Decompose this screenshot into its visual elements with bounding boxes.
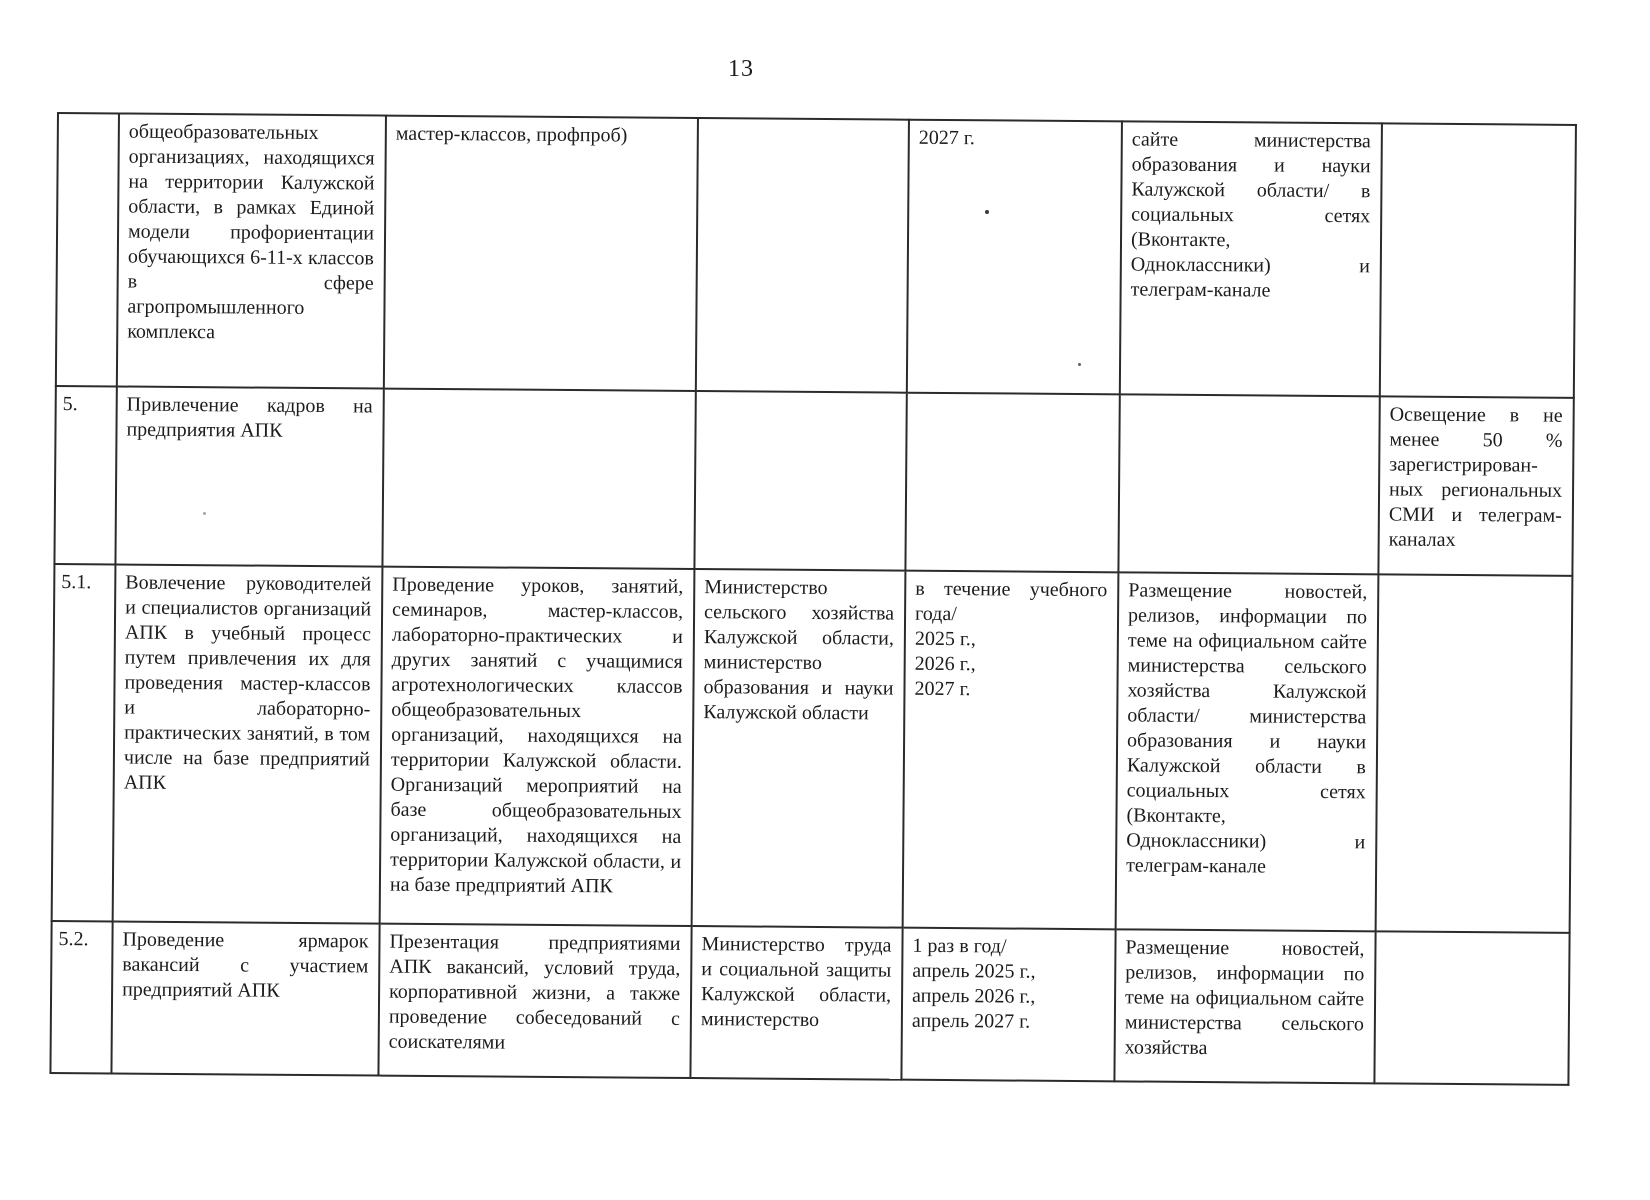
table-row [54, 386, 1573, 576]
scan-speck [203, 512, 206, 515]
cell-indicator: Освещение в не менее 50 % зарегистрирован-ных региональных СМИ и телеграм-каналах [1378, 396, 1573, 576]
cell-timing: в течение учебного года/ 2025 г., 2026 г., 2027 г. [903, 571, 1119, 930]
cell-content [382, 389, 695, 569]
page-number: 13 [728, 56, 754, 82]
cell-executors [696, 118, 909, 393]
cell-timing: 2027 г. [907, 120, 1122, 395]
cell-content: мастер-классов, профпроб) [384, 116, 698, 391]
cell-timing [905, 393, 1119, 573]
cell-publication: Размещение новостей, релизов, информации по теме на официальном сайте министерства сельского хозяйства [1114, 929, 1375, 1083]
scan-speck [985, 210, 989, 214]
cell-timing: 1 раз в год/ апрель 2025 г., апрель 2026 г., апрель 2027 г. [901, 928, 1115, 1082]
cell-executors: Министерство труда и социальной защиты Калужской области, министерство [690, 926, 902, 1080]
cell-indicator [1380, 123, 1576, 398]
cell-publication: сайте министерства образования и науки Калужской области/ в социальных сетях (Вконтакте, Одноклассники) и телеграм-канале [1120, 121, 1382, 396]
cell-activity: общеобразовательных организациях, находящихся на территории Калужской области, в рамках Единой модели профориентации обучающихся 6-11-х классов в сфере агропромышленного комплекса [117, 113, 386, 388]
cell-number: 5.1. [52, 564, 116, 921]
scan-speck [1078, 363, 1081, 366]
cell-content: Проведение уроков, занятий, семинаров, мастер-классов, лабораторно-практических и других занятий с учащимися агротехнологических классов общеобразовательных организаций, находящихся на территории Калужской области. Организаций мероприятий на базе общеобразовательных организаций, находящихся на территории Калужской области, и на базе предприятий АПК [380, 567, 695, 926]
cell-publication [1118, 394, 1379, 574]
table-row [50, 921, 1569, 1085]
cell-activity: Проведение ярмарок вакансий с участием предприятий АПК [111, 921, 379, 1075]
cell-activity: Привлечение кадров на предприятия АПК [115, 386, 383, 566]
cell-content: Презентация предприятиями АПК вакансий, условий труда, корпоративной жизни, а также проведение собеседований с соискателями [378, 924, 691, 1078]
table-row [52, 564, 1573, 933]
cell-executors: Министерство сельского хозяйства Калужской области, министерство образования и науки Калужской области [692, 569, 906, 928]
activities-table [49, 112, 1577, 1086]
cell-indicator [1374, 931, 1569, 1085]
cell-number: 5. [54, 386, 116, 564]
table-row [56, 113, 1576, 398]
cell-number [56, 113, 119, 386]
cell-activity: Вовлечение руководителей и специалистов организаций АПК в учебный процесс путем привлечения их для проведения мастер-классов и лабораторно-практических занятий, в том числе на базе предприятий АПК [113, 564, 383, 923]
cell-executors [694, 391, 906, 571]
cell-indicator [1376, 574, 1573, 933]
cell-publication: Размещение новостей, релизов, информации по теме на официальном сайте министерства сельского хозяйства Калужской области/ министерства образования и науки Калужской области в социальных сетях (Вконтакте, Одноклассники) и телеграм-канале [1116, 572, 1379, 931]
cell-number: 5.2. [50, 921, 112, 1073]
